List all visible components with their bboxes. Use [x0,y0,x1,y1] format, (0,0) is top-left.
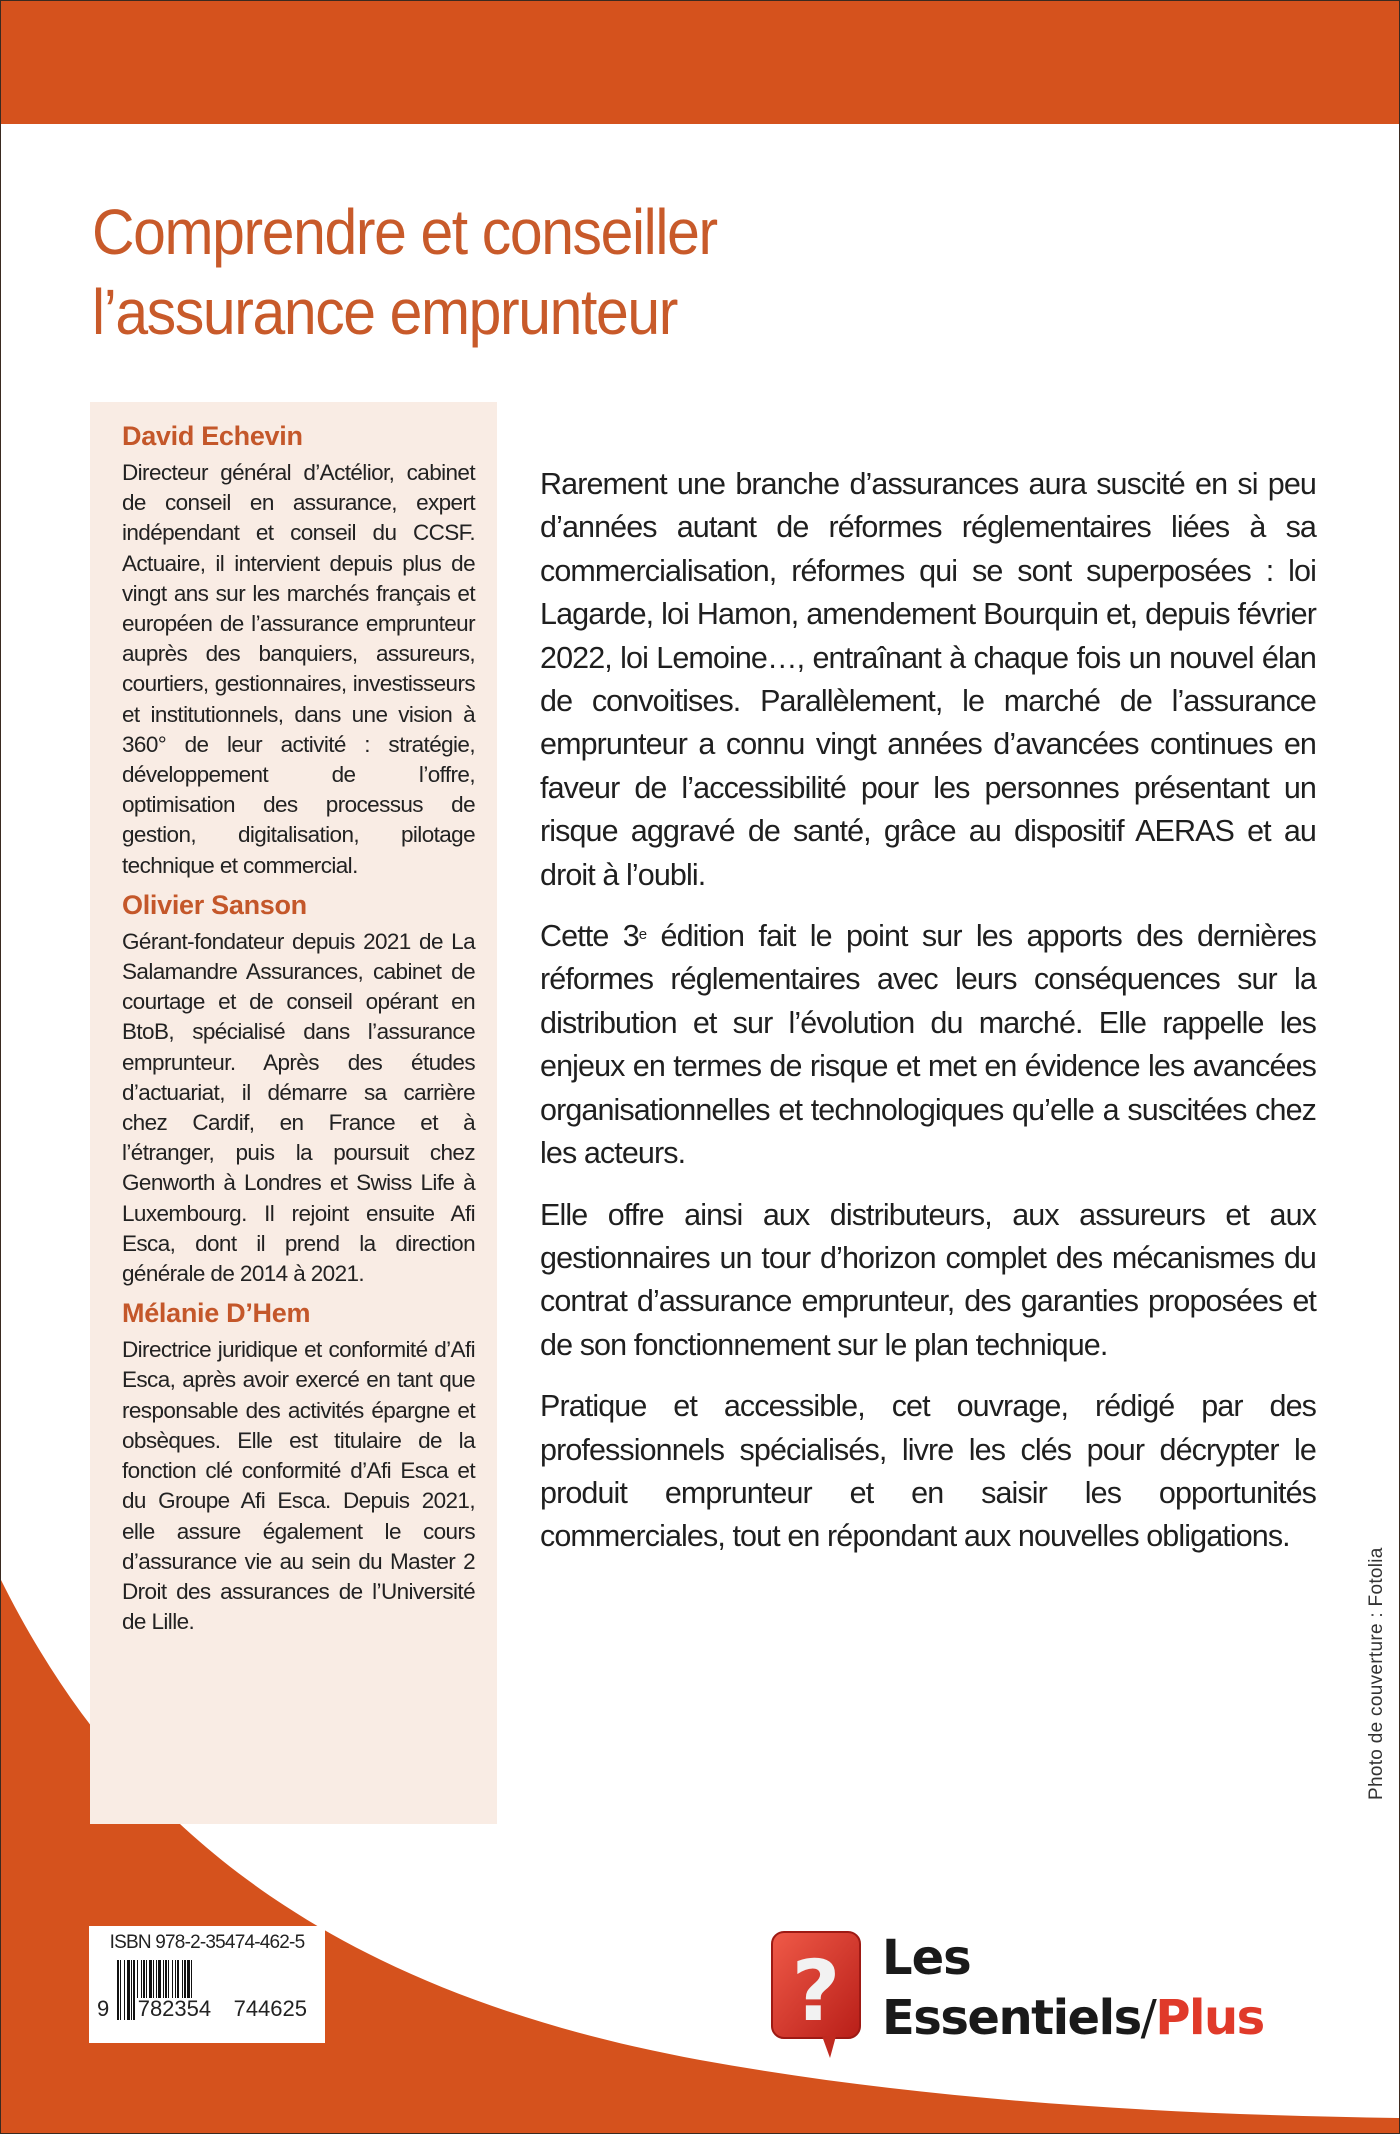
author-block [122,420,475,881]
author-block [122,1297,475,1637]
author-bio: Directeur général d’Actélior, cabinet de conseil en assurance, expert indépendant et conseil du CCSF. Actuaire, il intervient depuis plus de vingt ans sur les marchés français et européen de l’assurance emprunteur auprès des banquiers, assureurs, courtiers, gestionnaires, investisseurs et institutionnels, dans une vision à 360° de leur activité : stratégie, développement de l’offre, optimisation des processus de gestion, digitalisation, pilotage technique et commercial. [122,460,475,878]
barcode-digits [97,1998,317,2020]
author-bio: Directrice juridique et conformité d’Afi Esca, après avoir exercé en tant que responsable des activités épargne et obsèques. Elle est titulaire de la fonction clé conformité d’Afi Esca et du Groupe Afi Esca. Depuis 2021, elle assure également le cours d’assurance vie au sein du Master 2 Droit des assurances de l’Université de Lille. [122,1337,475,1635]
barcode-digits-left: 782354 [137,1996,212,2021]
authors-panel [90,402,497,1824]
author-name: David Echevin [122,421,303,451]
back-cover-blurb [540,463,1316,1577]
blurb-text: Cette 3 [540,919,639,954]
blurb-paragraph: Rarement une branche d’assurances aura suscité en si peu d’années autant de réformes réglementaires liées à sa commercialisation, réformes qui se sont superposées : loi Lagarde, loi Hamon, amendement Bourquin et, depuis février 2022, loi Lemoine…, entraînant à chaque fois un nouvel élan de convoitises. Parallèlement, le marché de l’assurance emprunteur a connu vingt années d’avancées continues en faveur de l’accessibilité pour les personnes présentant un risque aggravé de santé, grâce au dispositif AERAS et au droit à l’oubli. [540,467,1316,892]
book-title [92,192,717,352]
blurb-paragraph: Pratique et accessible, cet ouvrage, rédigé par des professionnels spécialisés, livre les clés pour décrypter le produit emprunteur et en saisir les opportunités commerciales, tout en répondant aux nouvelles obligations. [540,1389,1316,1554]
photo-credit: Photo de couverture : Fotolia [1366,1547,1387,1800]
book-title-line2: l’assurance emprunteur [92,276,677,348]
author-block [122,889,475,1289]
question-mark-speech-bubble-icon [770,1930,862,2060]
barcode [97,1960,317,2020]
logo-essentiels: Essentiels [882,1990,1141,2046]
publisher-logo [770,1930,1330,2070]
author-name: Mélanie D’Hem [122,1298,311,1329]
book-title-line1: Comprendre et conseiller [92,196,717,268]
isbn-label: ISBN 978-2-35474-462-5 [109,1932,305,1953]
blurb-text: édition fait le point sur les apports des dernières réformes réglementaires avec leurs conséquences sur la distribution et sur l’évolution du marché. Elle rappelle les enjeux en termes de risque et met en évidence les avancées organisationnelles et technologiques qu’elle a suscitées chez les acteurs. [540,919,1316,1171]
logo-plus: Plus [1155,1990,1264,2046]
superscript: e [638,926,647,944]
logo-slash: / [1140,1990,1156,2046]
logo-text-line2 [882,1990,1264,2046]
blurb-paragraph: Elle offre ainsi aux distributeurs, aux assureurs et aux gestionnaires un tour d’horizon complet des mécanismes du contrat d’assurance emprunteur, des garanties proposées et de son fonctionnement sur le plan technique. [540,1197,1316,1362]
author-name: Olivier Sanson [122,889,307,920]
isbn-barcode-box [89,1926,325,2043]
svg-text:?: ? [791,1942,841,2040]
blurb-paragraph [540,915,1316,1175]
author-bio: Gérant-fondateur depuis 2021 de La Salamandre Assurances, cabinet de courtage et de conseil opérant en BtoB, spécialisé dans l’assurance emprunteur. Après des études d’actuariat, il démarre sa carrière chez Cardif, en France et à l’étranger, puis la poursuit chez Genworth à Londres et Swiss Life à Luxembourg. Il rejoint ensuite Afi Esca, dont il prend la direction générale de 2014 à 2021. [122,928,475,1287]
barcode-digit-first: 9 [97,1996,110,2021]
logo-text-line1: Les [882,1930,971,1986]
barcode-digits-right: 744625 [233,1996,307,2021]
